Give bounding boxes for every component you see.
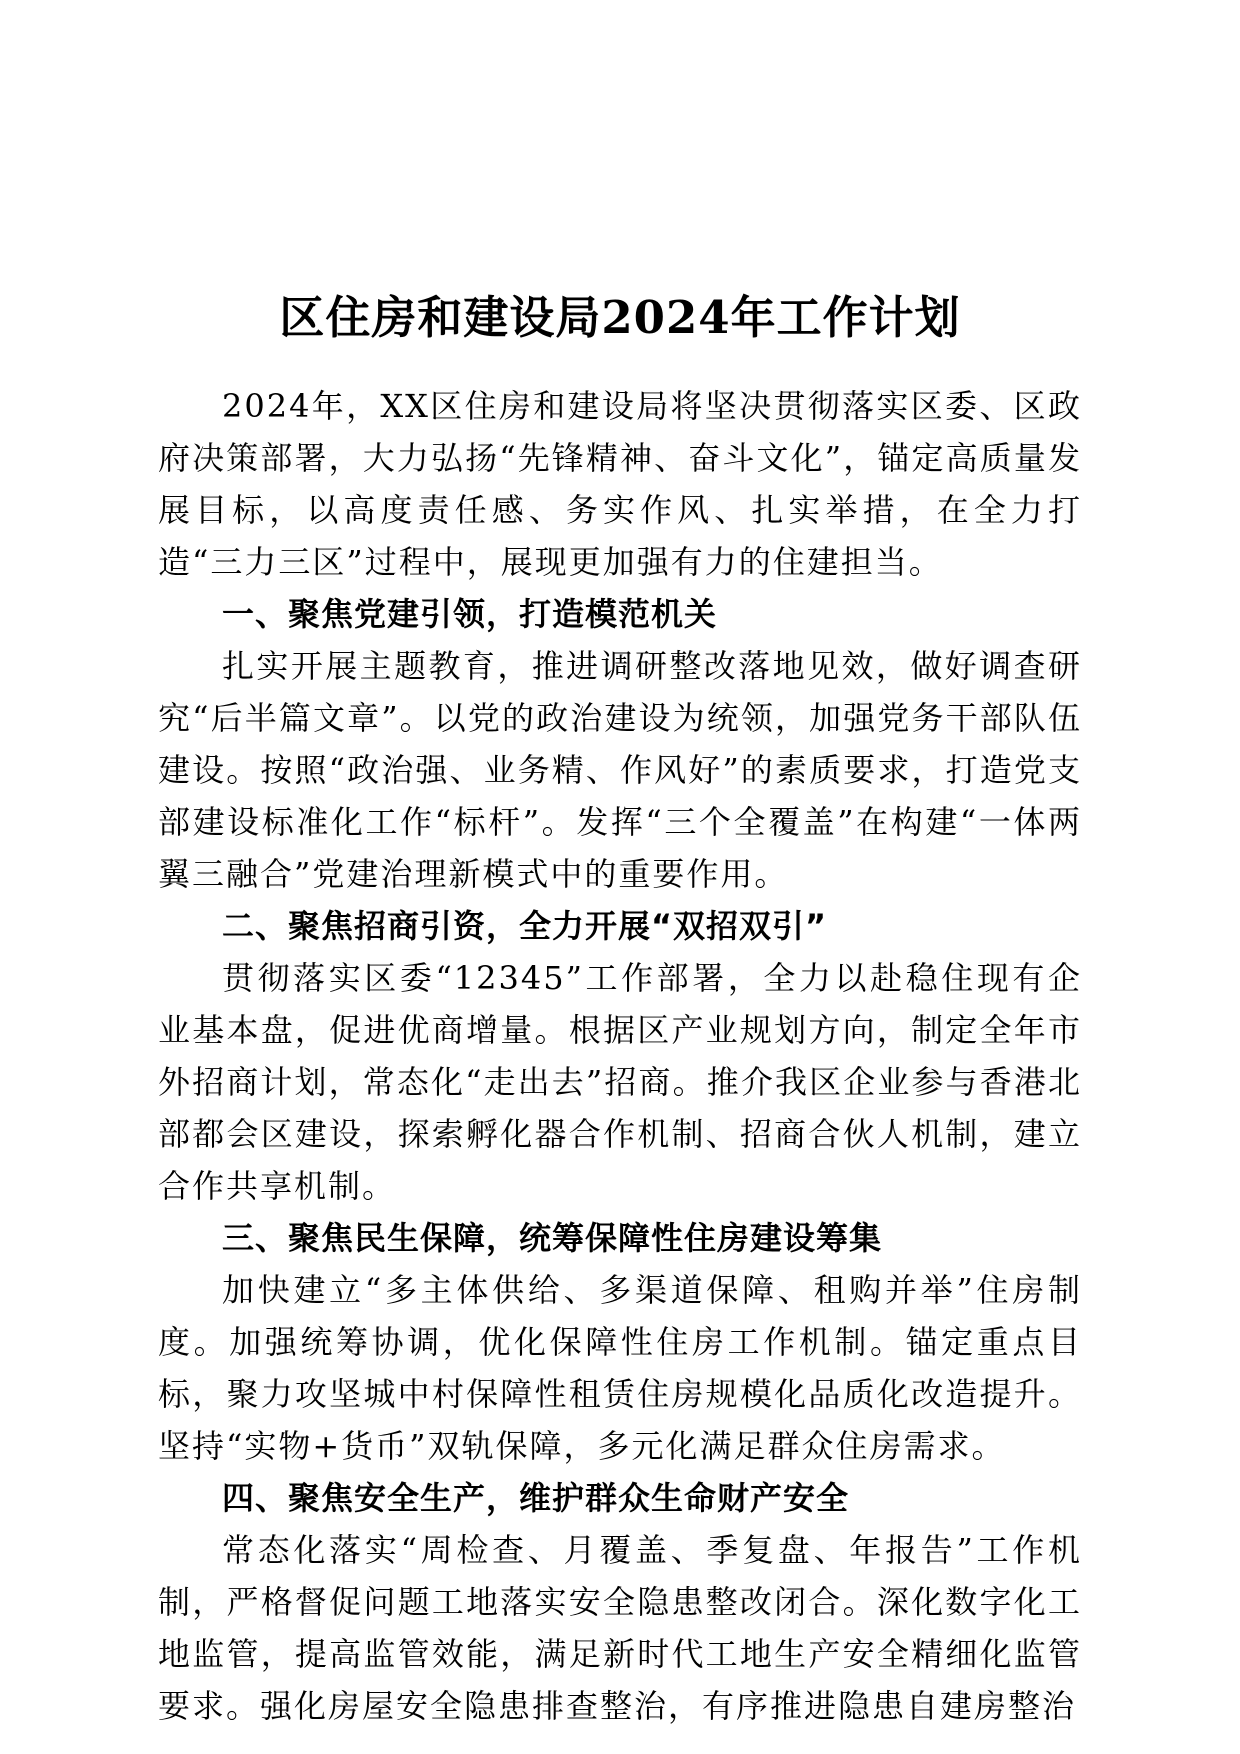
section-paragraph-4: 常态化落实“周检查、月覆盖、季复盘、年报告”工作机制，严格督促问题工地落实安全隐患整改闭合。深化数字化工地监管，提高监管效能，满足新时代工地生产安全精细化监管要求。强化房屋安全隐患排查整治，有序推进隐患自建房整治 [158,1531,1082,1725]
section-heading-2: 二、聚焦招商引资，全力开展“双招双引” [222,907,828,945]
section-paragraph-2: 贯彻落实区委“12345”工作部署，全力以赴稳住现有企业基本盘，促进优商增量。根据区产业规划方向，制定全年市外招商计划，常态化“走出去”招商。推介我区企业参与香港北部都会区建设，探索孵化器合作机制、招商合伙人机制，建立合作共享机制。 [158,959,1082,1205]
section-paragraph-3: 加快建立“多主体供给、多渠道保障、租购并举”住房制度。加强统筹协调，优化保障性住房工作机制。锚定重点目标，聚力攻坚城中村保障性租赁住房规模化品质化改造提升。坚持“实物+货币”双轨保障，多元化满足群众住房需求。 [158,1271,1082,1465]
document-title: 区住房和建设局2024年工作计划 [279,291,961,345]
section-heading-3: 三、聚焦民生保障，统筹保障性住房建设筹集 [222,1219,883,1257]
section-heading-4: 四、聚焦安全生产，维护群众生命财产安全 [222,1479,850,1517]
section-paragraph-1: 扎实开展主题教育，推进调研整改落地见效，做好调查研究“后半篇文章”。以党的政治建设为统领，加强党务干部队伍建设。按照“政治强、业务精、作风好”的素质要求，打造党支部建设标准化工作“标杆”。发挥“三个全覆盖”在构建“一体两翼三融合”党建治理新模式中的重要作用。 [158,647,1082,893]
document-body [158,380,1082,1732]
intro-paragraph: 2024年，XX区住房和建设局将坚决贯彻落实区委、区政府决策部署，大力弘扬“先锋精神、奋斗文化”，锚定高质量发展目标，以高度责任感、务实作风、扎实举措，在全力打造“三力三区”过程中，展现更加强有力的住建担当。 [158,387,1082,581]
section-heading-1: 一、聚焦党建引领，打造模范机关 [222,595,718,633]
